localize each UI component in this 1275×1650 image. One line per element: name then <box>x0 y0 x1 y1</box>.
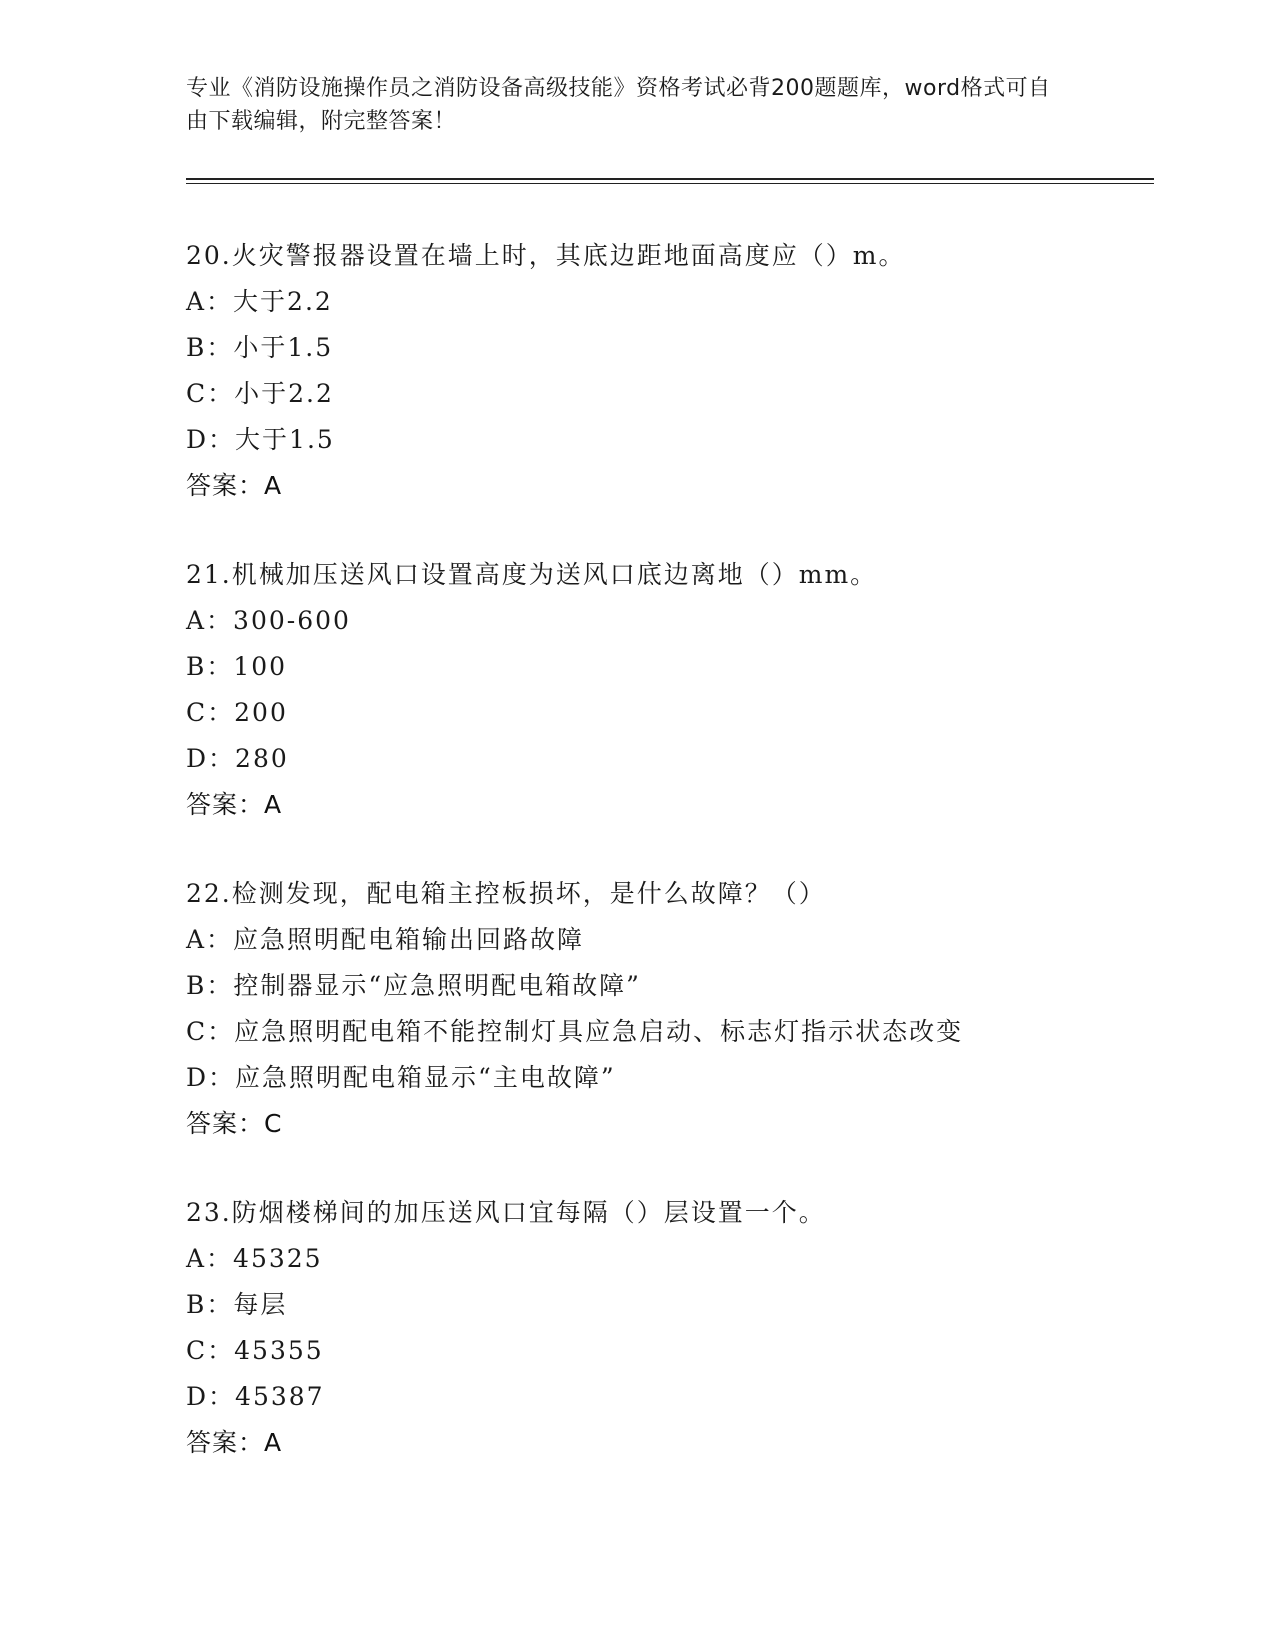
answer: 答案：A <box>186 1428 283 1457</box>
option-d: D：45387 <box>186 1382 325 1411</box>
option-c: C：小于2.2 <box>186 379 334 408</box>
question-20 <box>186 233 1116 509</box>
header-divider-thick <box>186 178 1154 180</box>
option-a: A：大于2.2 <box>186 287 333 316</box>
question-21 <box>186 552 1116 828</box>
option-a: A：应急照明配电箱输出回路故障 <box>186 925 585 954</box>
option-d: D：280 <box>186 744 289 773</box>
option-b: B：控制器显示“应急照明配电箱故障” <box>186 971 641 1000</box>
answer: 答案：A <box>186 790 283 819</box>
option-c: C：45355 <box>186 1336 324 1365</box>
option-b: B：100 <box>186 652 288 681</box>
question-stem: 23.防烟楼梯间的加压送风口宜每隔（）层设置一个。 <box>186 1198 826 1227</box>
question-22 <box>186 871 1116 1147</box>
answer: 答案：C <box>186 1109 283 1138</box>
answer: 答案：A <box>186 471 283 500</box>
header-divider-thin <box>186 183 1154 184</box>
option-c: C：200 <box>186 698 288 727</box>
document-header: 专业《消防设施操作员之消防设备高级技能》资格考试必背200题题库，word格式可自由下载编辑，附完整答案！ <box>186 76 1051 134</box>
option-c: C：应急照明配电箱不能控制灯具应急启动、标志灯指示状态改变 <box>186 1017 964 1046</box>
option-b: B：小于1.5 <box>186 333 334 362</box>
option-d: D：大于1.5 <box>186 425 335 454</box>
option-a: A：45325 <box>186 1244 323 1273</box>
option-b: B：每层 <box>186 1290 288 1319</box>
question-stem: 20.火灾警报器设置在墙上时，其底边距地面高度应（）m。 <box>186 241 906 270</box>
option-a: A：300-600 <box>186 606 351 635</box>
question-stem: 21.机械加压送风口设置高度为送风口底边离地（）mm。 <box>186 560 878 589</box>
question-23 <box>186 1190 1116 1466</box>
option-d: D：应急照明配电箱显示“主电故障” <box>186 1063 616 1092</box>
question-stem: 22.检测发现，配电箱主控板损坏，是什么故障？（） <box>186 879 826 908</box>
